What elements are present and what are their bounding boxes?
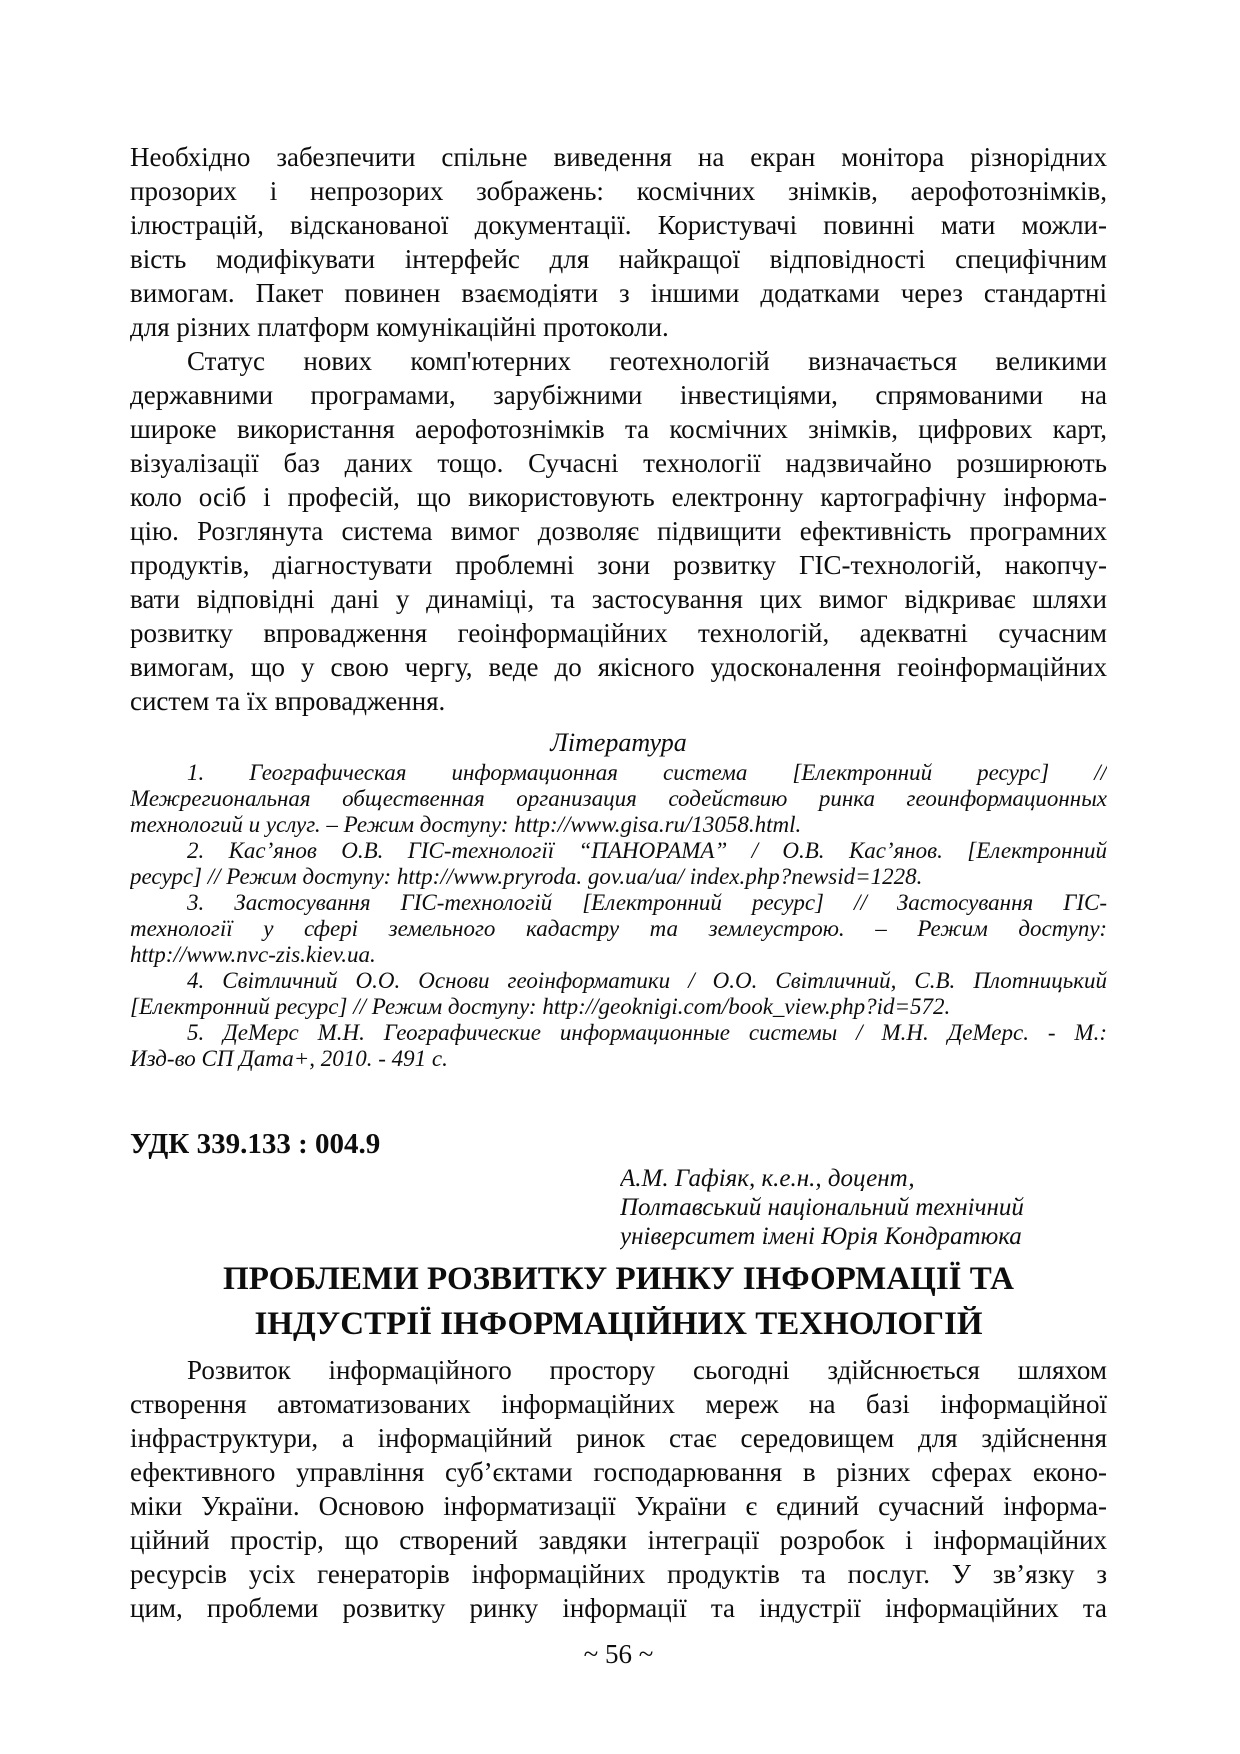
paragraph-line: прозорих і непрозорих зображень: космічних знімків, аерофотознімків, [130, 176, 1107, 206]
reference-item [130, 1020, 1107, 1072]
paragraph-line: інфраструктури, а інформаційний ринок стає середовищем для здійснення [130, 1423, 1107, 1453]
paragraph-line: створення автоматизованих інформаційних мереж на базі інформаційної [130, 1389, 1107, 1419]
reference-line: 4. Світличний О.О. Основи геоінформатики / О.О. Світличний, С.В. Плотницький [187, 968, 1107, 993]
paragraph-line: міки України. Основою інформатизації України є єдиний сучасний інформа- [130, 1491, 1107, 1521]
paragraph-line: державними програмами, зарубіжними інвестиціями, спрямованими на [130, 380, 1107, 410]
author-line: А.М. Гафіяк, к.е.н., доцент, [620, 1165, 915, 1192]
udc-code: УДК 339.133 : 004.9 [130, 1128, 381, 1160]
reference-line: 1. Географическая информационная система [Електронний ресурс] // [187, 760, 1107, 785]
paragraph-line: вість модифікувати інтерфейс для найкращої відповідності специфічним [130, 244, 1107, 274]
body-paragraph-1 [130, 140, 1107, 344]
body-paragraph-3 [130, 1353, 1107, 1625]
paragraph-line: ефективного управління суб’єктами господарювання в різних сферах еконо- [130, 1457, 1107, 1487]
article-title [130, 1257, 1107, 1347]
paragraph-line: Розвиток інформаційного простору сьогодні здійснюється шляхом [187, 1355, 1107, 1385]
paragraph-line: продуктів, діагностувати проблемні зони розвитку ГІС-технологій, накопчу- [130, 550, 1107, 580]
page-content [130, 140, 1107, 1671]
reference-line: Изд-во СП Дата+, 2010. - 491 с. [130, 1046, 448, 1071]
paragraph-line: коло осіб і професій, що використовують електронну картографічну інформа- [130, 482, 1107, 512]
paragraph-line: розвитку впровадження геоінформаційних технологій, адекватні сучасним [130, 618, 1107, 648]
paragraph-line: цію. Розглянута система вимог дозволяє підвищити ефективність програмних [130, 516, 1107, 546]
reference-line: 5. ДеМерс М.Н. Географические информационные системы / М.Н. ДеМерс. - М.: [187, 1020, 1107, 1045]
reference-line: ресурс] // Режим доступу: http://www.pryroda. gov.ua/ua/ index.php?newsid=1228. [130, 864, 923, 889]
title-line: ІНДУСТРІЇ ІНФОРМАЦІЙНИХ ТЕХНОЛОГІЙ [254, 1306, 983, 1342]
paragraph-line: Необхідно забезпечити спільне виведення на екран монітора різнорідних [130, 142, 1107, 172]
paragraph-line: цим, проблеми розвитку ринку інформації та індустрії інформаційних та [130, 1593, 1107, 1623]
reference-line: Межрегиональная общественная организация содействию ринка геоинформационных [130, 786, 1107, 811]
reference-line: 3. Застосування ГІС-технологій [Електронний ресурс] // Застосування ГІС- [187, 890, 1107, 915]
paragraph-line: ілюстрацій, відсканованої документації. Користувачі повинні мати можли- [130, 210, 1107, 240]
paragraph-line: широке використання аерофотознімків та космічних знімків, цифрових карт, [130, 414, 1107, 444]
reference-item [130, 838, 1107, 890]
paragraph-line: вимогам. Пакет повинен взаємодіяти з іншими додатками через стандартні [130, 278, 1107, 308]
reference-item [130, 760, 1107, 838]
reference-line: технологий и услуг. – Режим доступу: http://www.gisa.ru/13058.html. [130, 812, 802, 837]
reference-item [130, 968, 1107, 1020]
author-line: університет імені Юрія Кондратюка [620, 1223, 1022, 1250]
author-line: Полтавський національний технічний [620, 1194, 1024, 1221]
paragraph-line: вати відповідні дані у динаміці, та застосування цих вимог відкриває шляхи [130, 584, 1107, 614]
literature-heading: Література [550, 728, 687, 757]
paragraph-line: ційний простір, що створений завдяки інтеграції розробок і інформаційних [130, 1525, 1107, 1555]
paragraph-line: для різних платформ комунікаційні протоколи. [130, 312, 669, 342]
reference-line: 2. Кас’янов О.В. ГІС-технології “ПАНОРАМА” / О.В. Кас’янов. [Електронний [187, 838, 1107, 863]
paragraph-line: вимогам, що у свою чергу, веде до якісного удосконалення геоінформаційних [130, 652, 1107, 682]
author-block [620, 1164, 1107, 1251]
references-section [130, 760, 1107, 1072]
reference-item [130, 890, 1107, 968]
reference-line: [Електронний ресурс] // Режим доступу: http://geoknigi.com/book_view.php?id=572. [130, 994, 951, 1019]
paragraph-line: систем та їх впровадження. [130, 686, 446, 716]
paragraph-line: ресурсів усіх генераторів інформаційних продуктів та послуг. У зв’язку з [130, 1559, 1107, 1589]
paragraph-line: візуалізації баз даних тощо. Сучасні технології надзвичайно розширюють [130, 448, 1107, 478]
title-line: ПРОБЛЕМИ РОЗВИТКУ РИНКУ ІНФОРМАЦІЇ ТА [223, 1261, 1014, 1297]
reference-line: http://www.nvc-zis.kiev.ua. [130, 942, 376, 967]
reference-line: технології у сфері земельного кадастру та землеустрою. – Режим доступу: [130, 916, 1107, 941]
paragraph-line: Статус нових комп'ютерних геотехнологій визначається великими [187, 346, 1107, 376]
page-number: ~ 56 ~ [583, 1639, 654, 1669]
body-paragraph-2 [130, 344, 1107, 718]
